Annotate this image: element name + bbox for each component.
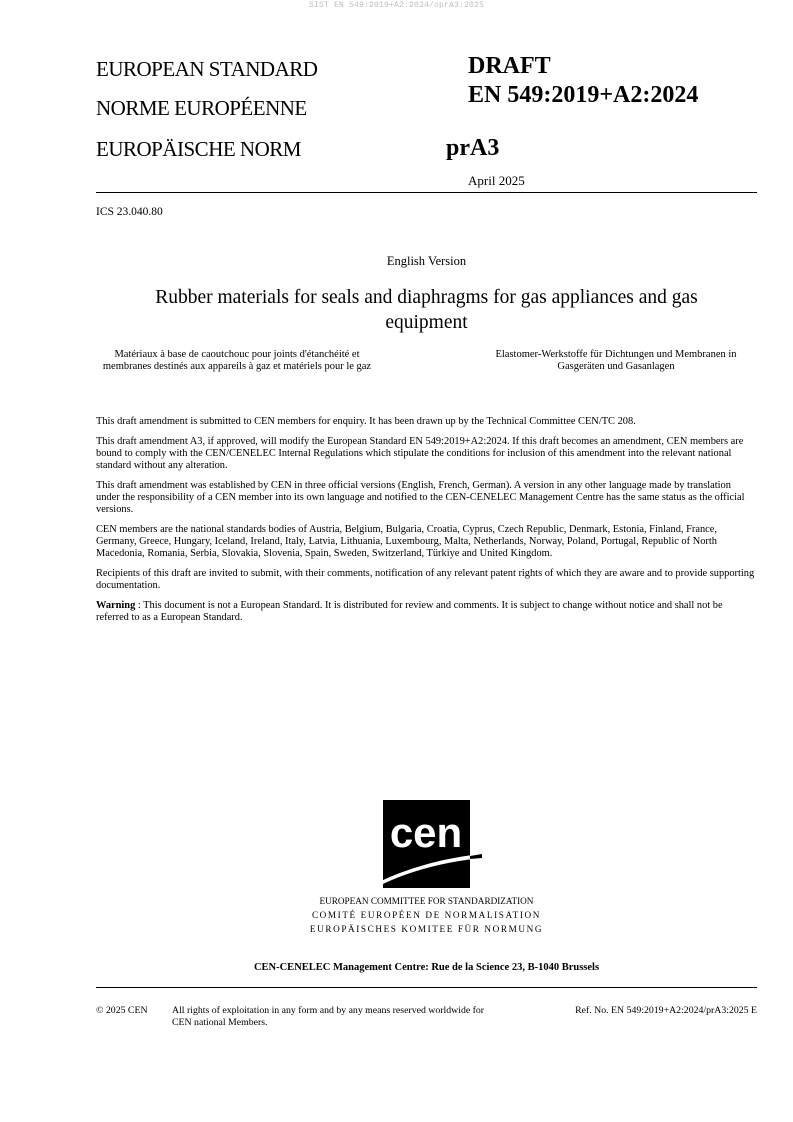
warning-text: : This document is not a European Standard. It is distributed for review and comments. It is subject to change without notice and shall not be referred to as a European Standard. [96,600,723,623]
publication-date: April 2025 [468,173,525,188]
warning-label: Warning [96,600,136,611]
paragraph-enquiry: This draft amendment is submitted to CEN members for enquiry. It has been drawn up by the Technical Committee CEN/TC 208. [96,416,636,427]
standard-name-fr: NORME EUROPÉENNE [96,96,307,120]
body-text [96,416,757,632]
logo-text: cen [389,809,463,856]
amendment-label: prA3 [446,135,500,161]
copyright: © 2025 CEN [96,1005,148,1016]
org-name-de: EUROPÄISCHES KOMITEE FÜR NORMUNG [309,924,544,934]
title-german: Elastomer-Werkstoffe für Dichtungen und Membranen in Gasgeräten und Gasanlagen [495,349,737,372]
standard-name-en: EUROPEAN STANDARD [96,57,318,81]
reference-number: Ref. No. EN 549:2019+A2:2024/prA3:2025 E [575,1005,757,1016]
language-version: English Version [386,254,467,268]
draft-label: DRAFT [468,53,551,79]
paragraph-warning [96,600,757,624]
title-french: Matériaux à base de caoutchouc pour joints d'étanchéité et membranes destinés aux appareils à gaz et matériels pour le gaz [102,349,372,372]
document-title: Rubber materials for seals and diaphragms for gas appliances and gas equipment [155,287,698,333]
org-name-fr: COMITÉ EUROPÉEN DE NORMALISATION [311,910,542,920]
cen-logo-icon [371,800,482,888]
org-name-en: EUROPEAN COMMITTEE FOR STANDARDIZATION [319,896,534,906]
watermark: SIST EN 549:2019+A2:2024/oprA3:2025 [308,1,485,10]
rights-statement: All rights of exploitation in any form and by any means reserved worldwide for CEN national Members. [172,1005,485,1028]
standard-number: EN 549:2019+A2:2024 [468,82,699,108]
paragraph-patents: Recipients of this draft are invited to submit, with their comments, notification of any relevant patent rights of which they are aware and to provide supporting documentation. [96,568,755,591]
paragraph-versions: This draft amendment was established by CEN in three official versions (English, French, German). A version in any other language made by translation under the responsibility of a CEN member into its own language and notified to the CEN-CENELEC Management Centre has the same status as the official versions. [96,480,745,515]
ics-code: ICS 23.040.80 [96,206,163,218]
standard-name-de: EUROPÄISCHE NORM [96,137,301,161]
footer-divider [96,987,757,988]
paragraph-members: CEN members are the national standards bodies of Austria, Belgium, Bulgaria, Croatia, Cyprus, Czech Republic, Denmark, Estonia, Finland, France, Germany, Greece, Hungary, Iceland, Ireland, Italy, Latvia, Lithuania, Luxembourg, Malta, Netherlands, Norway, Poland, Portugal, Republic of North Macedonia, Romania, Serbia, Slovakia, Slovenia, Spain, Sweden, Switzerland, Türkiye and United Kingdom. [96,524,717,559]
paragraph-modification: This draft amendment A3, if approved, will modify the European Standard EN 549:2019+A2:2024. If this draft becomes an amendment, CEN members are bound to comply with the CEN/CENELEC Internal Regulations which stipulate the conditions for inclusion of this amendment into the relevant national standard without any alteration. [96,436,744,471]
management-centre: CEN-CENELEC Management Centre: Rue de la Science 23, B-1040 Brussels [253,962,600,973]
draft-block [468,52,698,110]
header-divider [96,192,757,193]
